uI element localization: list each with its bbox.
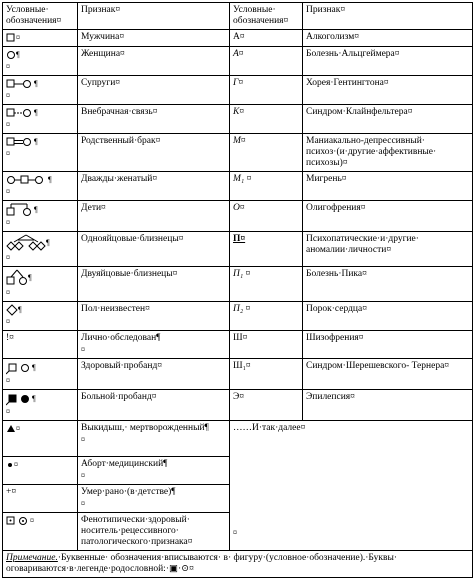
cell-symbol: Э¤ — [230, 390, 303, 421]
cell-label: Двуяйцовые·близнецы¤ — [78, 267, 230, 302]
twice-married-icon — [6, 175, 48, 185]
filled-triangle-icon — [6, 424, 16, 434]
cell-symbol: М₁ ¤ — [230, 172, 303, 201]
cell-label: Психопатические·и·другие· аномалии·личности¤ — [303, 232, 473, 267]
table-row — [3, 172, 473, 201]
cell-symbol: Ш₁¤ — [230, 359, 303, 390]
cell-label: Олигофрения¤ — [303, 201, 473, 232]
cell-label: Болезнь·Пика¤ — [303, 267, 473, 302]
table-row — [3, 76, 473, 105]
table-row — [3, 232, 473, 267]
cell-label: Лично·обследован¶ ¤ — [78, 331, 230, 359]
header-symbol: Условные· обозначения¤ — [3, 3, 78, 30]
filled-dot-icon — [6, 461, 14, 469]
cell-label: Дети¤ — [78, 201, 230, 232]
children-symbol: ¶ ¤ — [3, 201, 78, 232]
header-sign-2: Признак¤ — [303, 3, 473, 30]
abortion-symbol: ¤ — [3, 457, 78, 485]
cell-symbol: П¤ — [230, 232, 303, 267]
healthy-proband-icon — [6, 361, 32, 375]
cell-symbol: Ш¤ — [230, 331, 303, 359]
carrier-icon — [6, 516, 30, 526]
cell-label: Аборт·медицинский¶ ¤ — [78, 457, 230, 485]
cell-symbol: О¤ — [230, 201, 303, 232]
spouses-symbol: ¶ ¤ — [3, 76, 78, 105]
table-row — [3, 47, 473, 76]
cell-label: Однояйцовые·близнецы¤ — [78, 232, 230, 267]
cell-label: Порок·сердца¤ — [303, 302, 473, 331]
twice-married-symbol: ¶ ¤ — [3, 172, 78, 201]
cell-label: Здоровый·пробанд¤ — [78, 359, 230, 390]
cell-label: Умер·рано·(в·детстве)¶ ¤ — [78, 485, 230, 513]
diamond-icon — [6, 304, 18, 316]
children-icon — [6, 203, 34, 217]
header-row — [3, 3, 473, 30]
cell-label: Дважды·женатый¤ — [78, 172, 230, 201]
cell-label: Родственный·брак¤ — [78, 134, 230, 172]
consanguineous-symbol: ¶ ¤ — [3, 134, 78, 172]
fraternal-twins-icon — [6, 269, 28, 287]
table-row — [3, 421, 473, 457]
identical-twins-symbol: ¶ ¤ — [3, 232, 78, 267]
table-row — [3, 302, 473, 331]
legend-table — [2, 2, 473, 578]
cell-label: Синдром·Шерешевского- Тернера¤ — [303, 359, 473, 390]
cell-symbol: П₁ ¤ — [230, 267, 303, 302]
extramarital-symbol: ¶ ¤ — [3, 105, 78, 134]
died-early-symbol: +¤ — [3, 485, 78, 513]
cell-symbol: П₂ ¤ — [230, 302, 303, 331]
note-cell — [3, 551, 473, 578]
examined-symbol: !¤ — [3, 331, 78, 359]
cell-label: Супруги¤ — [78, 76, 230, 105]
cell-label: Внебрачная·связь¤ — [78, 105, 230, 134]
cell-label: Женщина¤ — [78, 47, 230, 76]
stillborn-symbol: ¤ — [3, 421, 78, 457]
cell-label: Алкоголизм¤ — [303, 30, 473, 47]
ill-proband-symbol: ¶ ¤ — [3, 390, 78, 421]
cell-symbol: Г¤ — [230, 76, 303, 105]
ill-proband-icon — [6, 392, 32, 406]
table-row — [3, 134, 473, 172]
cell-label: Хорея·Гентингтона¤ — [303, 76, 473, 105]
female-symbol: ¶ ¤ — [3, 47, 78, 76]
fraternal-twins-symbol: ¶ ¤ — [3, 267, 78, 302]
cell-label: Пол·неизвестен¤ — [78, 302, 230, 331]
identical-twins-icon — [6, 234, 46, 252]
extramarital-link-icon — [6, 108, 34, 118]
cell-symbol: К¤ — [230, 105, 303, 134]
cell-label: Синдром·Клайнфельтера¤ — [303, 105, 473, 134]
cell-label: Эпилепсия¤ — [303, 390, 473, 421]
double-line-icon — [6, 137, 34, 147]
cell-symbol: М¤ — [230, 134, 303, 172]
table-row — [3, 30, 473, 47]
cell-symbol: А¤ — [230, 30, 303, 47]
cell-label: Мужчина¤ — [78, 30, 230, 47]
square-icon — [6, 33, 16, 42]
note-row — [3, 551, 473, 578]
table-row — [3, 105, 473, 134]
healthy-proband-symbol: ¶ ¤ — [3, 359, 78, 390]
table-row — [3, 331, 473, 359]
cell-label: Больной·пробанд¤ — [78, 390, 230, 421]
cell-label: Шизофрения¤ — [303, 331, 473, 359]
table-row — [3, 267, 473, 302]
table-row — [3, 359, 473, 390]
cell-symbol: А¤ — [230, 47, 303, 76]
etc-cell: ……И·так·далее¤ ¤ — [230, 421, 473, 551]
circle-icon — [6, 50, 16, 59]
cell-label: Мигрень¤ — [303, 172, 473, 201]
header-sign: Признак¤ — [78, 3, 230, 30]
table-row — [3, 390, 473, 421]
carrier-symbol: ¤ — [3, 513, 78, 551]
cell-label: Болезнь·Альцгеймера¤ — [303, 47, 473, 76]
note-label: Примечание. — [6, 553, 58, 564]
spouses-icon — [6, 79, 34, 89]
table-row — [3, 201, 473, 232]
sex-unknown-symbol: ¶ ¤ — [3, 302, 78, 331]
cell-label: Маниакально-депрессивный· психоз·(и·другие·аффективные· психозы)¤ — [303, 134, 473, 172]
cell-label: Фенотипически·здоровый· носитель·рецессивного· патологического·признака¤ — [78, 513, 230, 551]
male-symbol: ¤ — [3, 30, 78, 47]
note-text: ·Буквенные· обозначения·вписываются· в· фигуру·(условное·обозначение).·Буквы· оговариваются·в·легенде·родословной:·▣·⊙¤ — [6, 553, 398, 575]
cell-label: Выкидыш,· мертворожденный¶ ¤ — [78, 421, 230, 457]
header-symbol-2: Условные· обозначения¤ — [230, 3, 303, 30]
